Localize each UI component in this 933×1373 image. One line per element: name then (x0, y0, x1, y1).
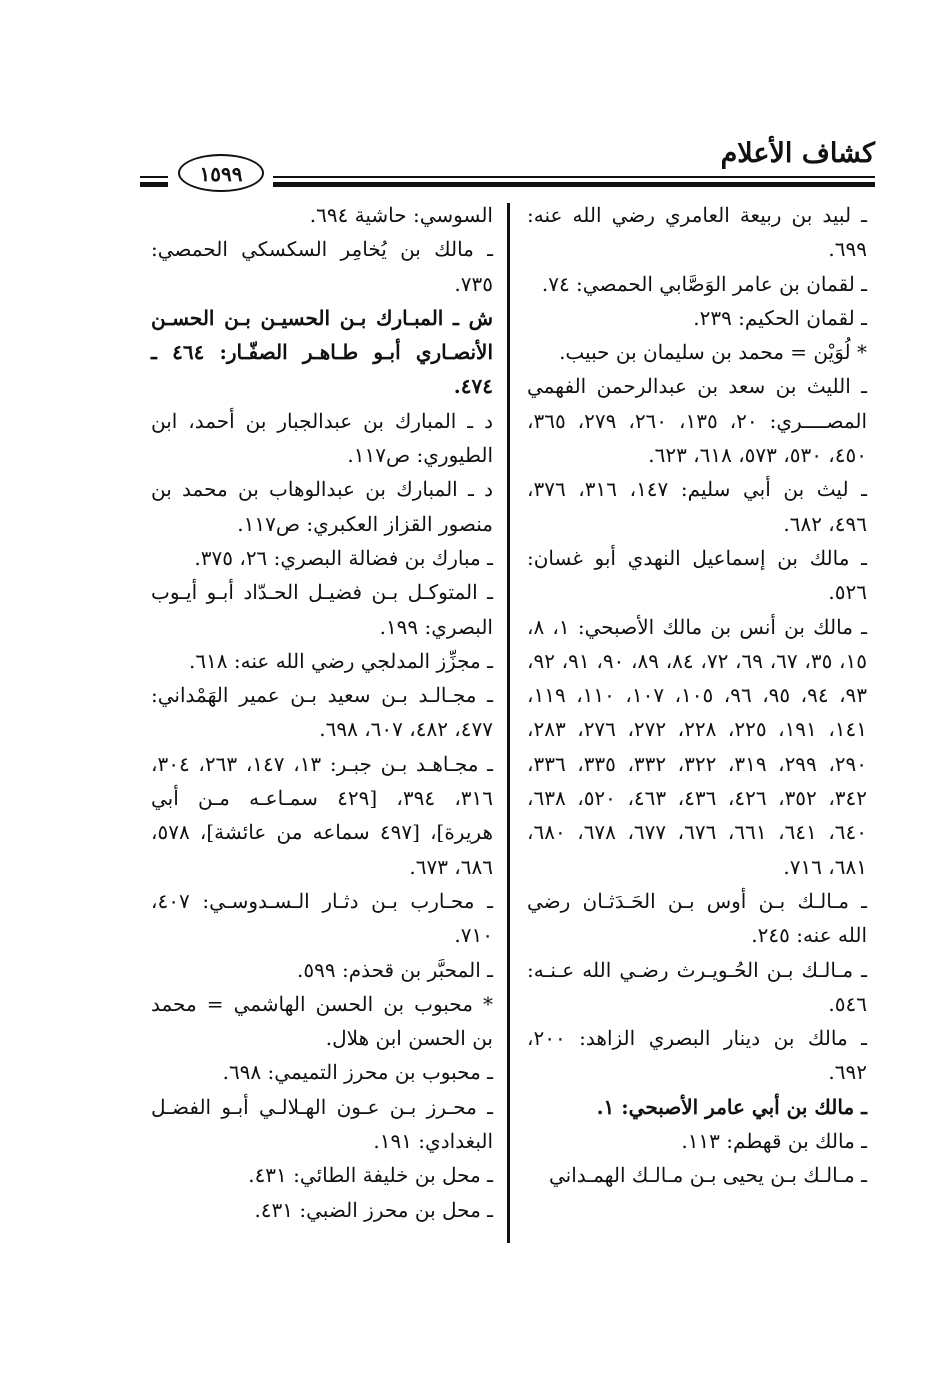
index-entry: ـ مـالـك بـن الحُـويـرث رضـي الله عـنـه: ٥٤٦. (527, 957, 867, 1016)
index-entry: ـ لقمان بن عامر الوَصَّابي الحمصي: ٧٤. (541, 271, 867, 296)
index-entry: ـ مالك بن قهطم: ١١٣. (681, 1129, 867, 1154)
index-entry: ـ مجـالـد بـن سعيد بـن عمير الهَمْداني: ٤٧٧، ٤٨٢، ٦٠٧، ٦٩٨. (151, 683, 493, 742)
header-rule-thick (273, 182, 875, 187)
index-entry: ـ محل بن محرز الضبي: ٤٣١. (254, 1197, 493, 1222)
index-entry: ـ ليث بن أبي سليم: ١٤٧، ٣١٦، ٣٧٦، ٤٩٦، ٦٨٢. (527, 477, 867, 536)
index-column-left (151, 198, 493, 1227)
index-entry: ـ المتوكـل بـن فضيـل الحـدّاد أبـو أيـوب البصري: ١٩٩. (151, 580, 493, 639)
book-title: كشاف الأعلام (720, 138, 875, 169)
index-entry: ـ مالك بن أبي عامر الأصبحي: ١. (596, 1094, 867, 1119)
index-entry: ـ محل بن خليفة الطائي: ٤٣١. (248, 1163, 493, 1188)
index-entry: د ـ المبارك بن عبدالجبار بن أحمد، ابن الطيوري: ص١١٧. (151, 408, 493, 468)
index-entry: ـ مجـاهـد بـن جبـر: ١٣، ١٤٧، ٢٦٣، ٣٠٤، ٣١٦، ٣٩٤، [٤٢٩ سمـاعـه مـن أبي هريرة]، [٤٩٧ سماعه من عائشة]، ٥٧٨، ٦٨٦، ٦٧٣. (151, 751, 494, 879)
index-entry: ـ لبيد بن ربيعة العامري رضي الله عنه: ٦٩٩. (527, 203, 867, 262)
header-rule-left (140, 176, 168, 178)
column-divider (507, 203, 510, 1243)
index-entry: ـ مبارك بن فضالة البصري: ٢٦، ٣٧٥. (194, 545, 493, 570)
page-number: ١٥٩٩ (178, 154, 264, 192)
index-entry: ـ مالك بن إسماعيل النهدي أبو غسان: ٥٢٦. (527, 545, 867, 605)
index-entry: ـ محـارب بـن دثـار الـسـدوسـي: ٤٠٧، ٧١٠. (151, 888, 493, 948)
index-entry: ـ محـرز بـن عـون الهـلالـي أبـو الفضـل البغدادي: ١٩١. (151, 1094, 493, 1154)
index-entry: ش ـ المبـارك بـن الحسيـن بـن الحسـن الأنصـاري أبـو طـاهـر الصفّـار: ٤٦٤ ـ ٤٧٤. (151, 305, 493, 399)
index-entry: د ـ المبارك بن عبدالوهاب بن محمد بن منصور القزاز العكبري: ص١١٧. (151, 477, 493, 536)
index-entry: ـ مالك بن أنس بن مالك الأصبحي: ١، ٨، ١٥، ٣٥، ٦٧، ٦٩، ٧٢، ٨٤، ٨٩، ٩٠، ٩١، ٩٢، ٩٣، ٩٤، ٩٥، ٩٦، ١٠٥، ١٠٧، ١١٠، ١١٩، ١٤١، ١٩١، ٢٢٥، ٢٢٨، ٢٧٢، ٢٧٦، ٢٨٣، ٢٩٠، ٢٩٩، ٣١٩، ٣٢٢، ٣٣٢، ٣٣٥، ٣٣٦، ٣٤٢، ٣٥٢، ٤٢٦، ٤٣٦، ٤٦٣، ٥٢٠، ٦٣٨، ٦٤٠، ٦٤١، ٦٦١، ٦٧٦، ٦٧٧، ٦٧٨، ٦٨٠، ٦٨١، ٧١٦. (527, 614, 868, 879)
header-rule (273, 176, 875, 178)
index-entry: ـ مجزِّز المدلجي رضي الله عنه: ٦١٨. (188, 648, 493, 673)
index-entry: ـ الليث بن سعد بن عبدالرحمن الفهمي المصــــري: ٢٠، ١٣٥، ٢٦٠، ٢٧٩، ٣٦٥، ٤٥٠، ٥٣٠، ٥٧٣، ٦١٨، ٦٢٣. (527, 374, 868, 468)
index-entry: السوسي: حاشية ٦٩٤. (309, 203, 493, 227)
index-entry: ـ محبوب بن محرز التميمي: ٦٩٨. (222, 1060, 493, 1085)
index-entry: ـ مالك بن دينار البصري الزاهد: ٢٠٠، ٦٩٢. (527, 1026, 867, 1085)
page-header (140, 138, 875, 190)
index-entry: * محبوب بن الحسن الهاشمي = محمد بن الحسن ابن هلال. (151, 991, 493, 1051)
index-column-right (527, 198, 867, 1193)
index-entry: * لُوَيْن = محمد بن سليمان بن حبيب. (559, 340, 867, 365)
index-entry: ـ مالك بن يُخامِر السكسكي الحمصي: ٧٣٥. (151, 237, 493, 296)
index-entry: ـ مـالـك بـن أوس بـن الحَـدَثـان رضي الله عنه: ٢٤٥. (527, 888, 867, 948)
index-entry: ـ المحبَّر بن قحذم: ٥٩٩. (297, 957, 493, 982)
header-rule-left-thick (140, 182, 168, 187)
index-entry: ـ لقمان الحكيم: ٢٣٩. (693, 305, 867, 330)
index-entry: ـ مـالـك بـن يحيى بـن مـالـك الهمـداني (548, 1163, 867, 1188)
